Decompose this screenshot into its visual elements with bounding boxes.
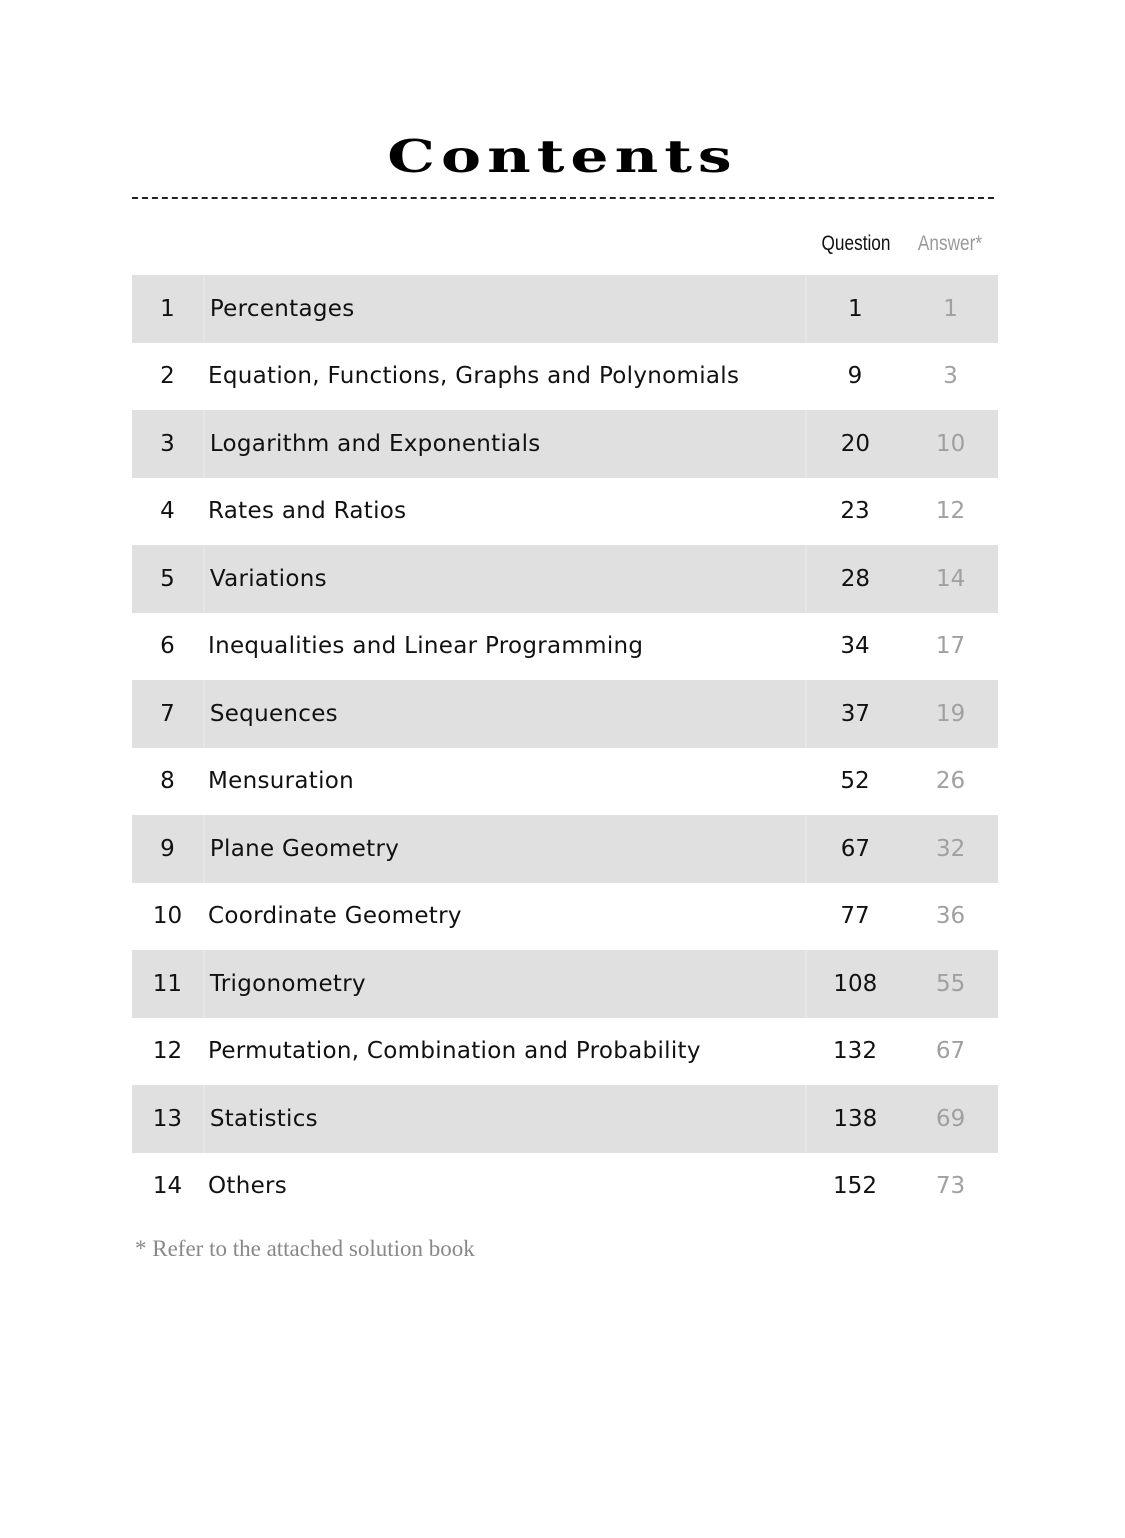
question-page: 108 — [805, 950, 903, 1018]
answer-page: 10 — [935, 430, 966, 457]
table-row[interactable] — [132, 545, 998, 613]
table-row[interactable] — [132, 613, 998, 681]
question-page: 37 — [805, 680, 903, 748]
chapter-title: Mensuration — [208, 768, 355, 795]
chapter-title: Rates and Ratios — [208, 498, 407, 525]
question-page: 20 — [805, 410, 903, 478]
answer-page: 73 — [935, 1173, 966, 1200]
table-row[interactable] — [132, 1018, 998, 1086]
chapter-title: Equation, Functions, Graphs and Polynomials — [208, 363, 740, 390]
chapter-number: 12 — [152, 1038, 183, 1065]
answer-page: 67 — [935, 1038, 966, 1065]
chapter-number: 2 — [160, 363, 175, 390]
chapter-title: Inequalities and Linear Programming — [208, 633, 644, 660]
question-page: 138 — [805, 1085, 903, 1153]
chapter-title: Logarithm and Exponentials — [203, 410, 806, 478]
question-page: 23 — [840, 498, 870, 525]
table-row[interactable] — [132, 1153, 998, 1221]
dashed-divider — [132, 197, 994, 199]
chapter-number: 9 — [160, 835, 175, 862]
question-page: 67 — [805, 815, 903, 883]
answer-page: 12 — [935, 498, 966, 525]
chapter-title: Others — [208, 1173, 288, 1200]
chapter-title: Percentages — [203, 275, 806, 343]
column-header-answer: Answer* — [917, 232, 983, 255]
table-row[interactable] — [132, 343, 998, 411]
question-page: 1 — [805, 275, 903, 343]
chapter-number: 5 — [160, 565, 175, 592]
chapter-number: 4 — [160, 498, 175, 525]
chapter-number: 6 — [160, 633, 175, 660]
chapter-number: 7 — [160, 700, 175, 727]
question-page: 52 — [840, 768, 870, 795]
chapter-number: 14 — [152, 1173, 183, 1200]
chapter-title: Permutation, Combination and Probability — [208, 1038, 701, 1065]
table-row[interactable] — [132, 478, 998, 546]
chapter-number: 8 — [160, 768, 175, 795]
table-row[interactable] — [132, 815, 998, 883]
table-row[interactable] — [132, 410, 998, 478]
question-page: 28 — [805, 545, 903, 613]
question-page: 77 — [840, 903, 870, 930]
question-page: 152 — [833, 1173, 877, 1200]
answer-page: 19 — [935, 700, 966, 727]
page-title: Contents — [387, 130, 738, 184]
chapter-title: Coordinate Geometry — [208, 903, 462, 930]
column-header-question: Question — [821, 232, 891, 255]
answer-page: 26 — [935, 768, 966, 795]
chapter-title: Plane Geometry — [203, 815, 806, 883]
chapter-title: Trigonometry — [203, 950, 806, 1018]
chapter-number: 10 — [152, 903, 183, 930]
answer-page: 55 — [935, 970, 966, 997]
table-row[interactable] — [132, 275, 998, 343]
answer-page: 69 — [935, 1105, 966, 1132]
table-row[interactable] — [132, 950, 998, 1018]
answer-page: 3 — [943, 363, 958, 390]
chapter-title: Statistics — [203, 1085, 806, 1153]
table-row[interactable] — [132, 1085, 998, 1153]
chapter-title: Sequences — [203, 680, 806, 748]
contents-table — [132, 275, 998, 1220]
table-row[interactable] — [132, 883, 998, 951]
chapter-title: Variations — [203, 545, 806, 613]
table-row[interactable] — [132, 748, 998, 816]
table-row[interactable] — [132, 680, 998, 748]
chapter-number: 1 — [160, 295, 175, 322]
chapter-number: 11 — [152, 970, 183, 997]
answer-page: 32 — [935, 835, 966, 862]
chapter-number: 13 — [152, 1105, 183, 1132]
footnote: * Refer to the attached solution book — [135, 1236, 475, 1261]
answer-page: 14 — [935, 565, 966, 592]
question-page: 34 — [840, 633, 870, 660]
chapter-number: 3 — [160, 430, 175, 457]
question-page: 132 — [833, 1038, 877, 1065]
answer-page: 36 — [935, 903, 966, 930]
answer-page: 1 — [943, 295, 958, 322]
question-page: 9 — [847, 363, 863, 390]
answer-page: 17 — [935, 633, 966, 660]
